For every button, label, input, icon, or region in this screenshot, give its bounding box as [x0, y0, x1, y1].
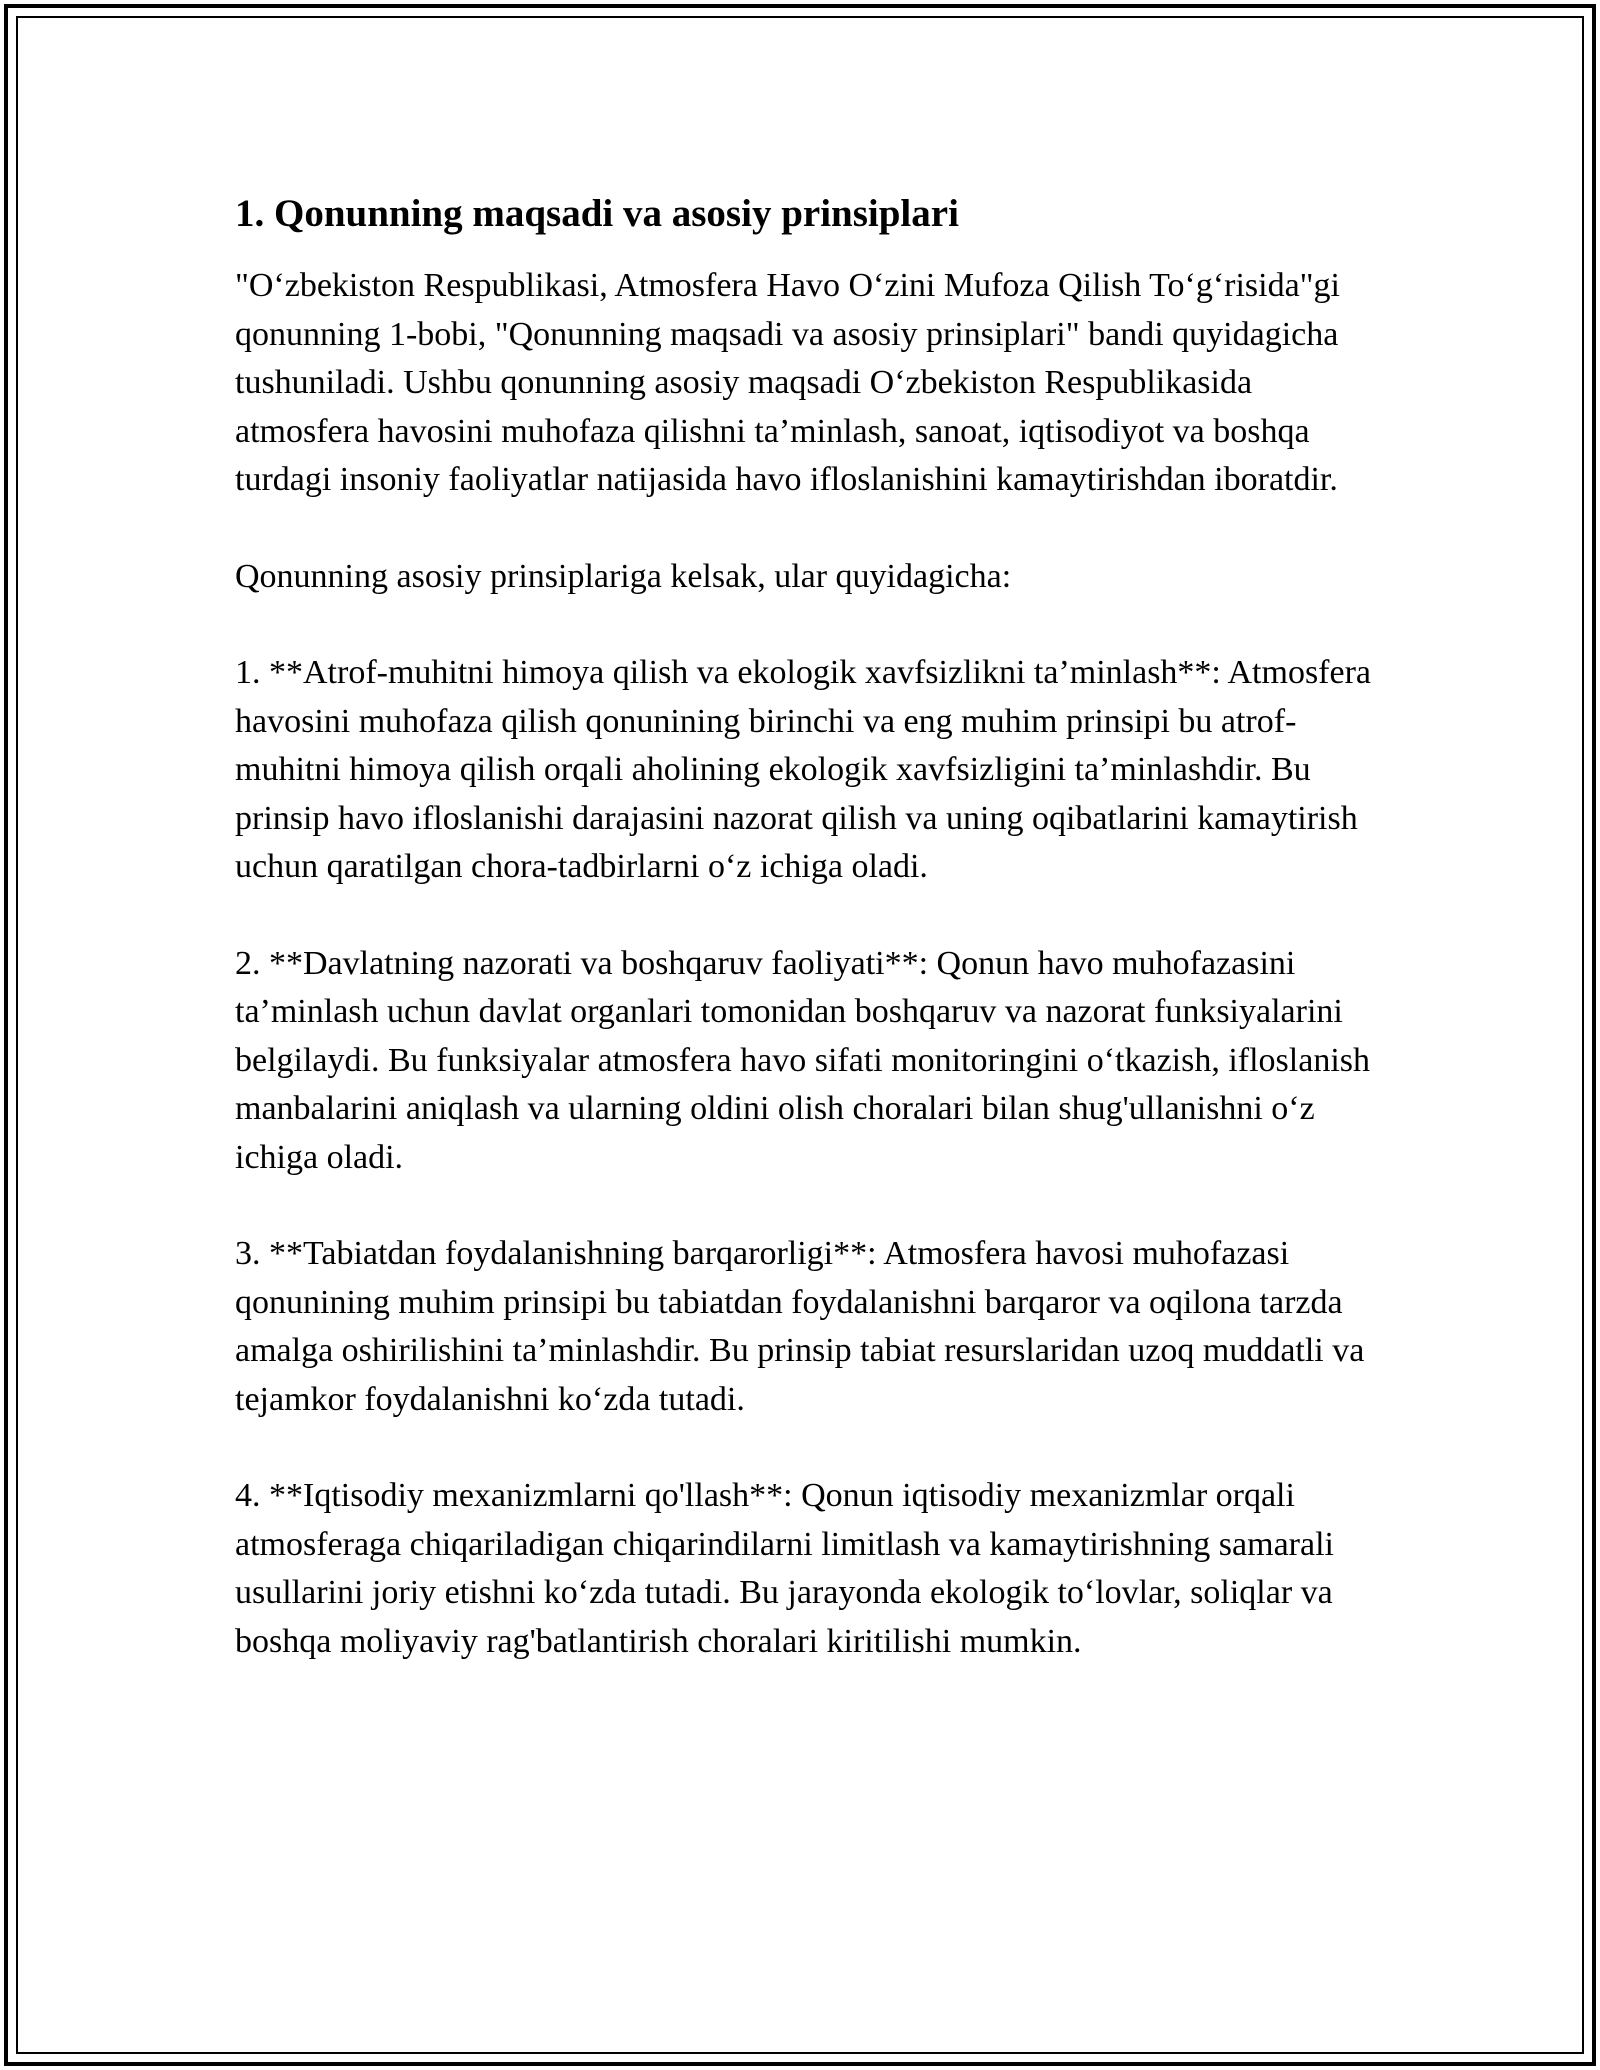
- principles-lead-paragraph: Qonunning asosiy prinsiplariga kelsak, ular quyidagicha:: [235, 557, 1012, 595]
- principle-4-paragraph: 4. **Iqtisodiy mexanizmlarni qo'llash**: Qonun iqtisodiy mexanizmlar orqali atmosferaga chiqariladigan chiqarindilarni limitlash va kamaytirishning samarali usullarini joriy etishni ko‘zda tutadi. Bu jarayonda ekologik to‘lovlar, soliqlar va boshqa moliyaviy rag'batlantirish choralari kiritilishi mumkin.: [235, 1477, 1334, 1660]
- principle-1-paragraph: 1. **Atrof-muhitni himoya qilish va ekologik xavfsizlikni ta’minlash**: Atmosfera havosini muhofaza qilish qonunining birinchi va eng muhim prinsipi bu atrof-muhitni himoya qilish orqali aholining ekologik xavfsizligini ta’minlashdir. Bu prinsip havo ifloslanishi darajasini nazorat qilish va uning oqibatlarini kamaytirish uchun qaratilgan chora-tadbirlarni o‘z ichiga oladi.: [235, 654, 1371, 885]
- document-body: [235, 186, 1375, 1714]
- principle-3-paragraph: 3. **Tabiatdan foydalanishning barqarorligi**: Atmosfera havosi muhofazasi qonunining muhim prinsipi bu tabiatdan foydalanishni barqaror va oqilona tarzda amalga oshirilishini ta’minlashdir. Bu prinsip tabiat resurslaridan uzoq muddatli va tejamkor foydalanishni ko‘zda tutadi.: [235, 1235, 1365, 1418]
- intro-paragraph: "O‘zbekiston Respublikasi, Atmosfera Havo O‘zini Mufoza Qilish To‘g‘risida"gi qonunning 1-bobi, "Qonunning maqsadi va asosiy prinsiplari" bandi quyidagicha tushuniladi. Ushbu qonunning asosiy maqsadi O‘zbekiston Respublikasida atmosfera havosini muhofaza qilishni ta’minlash, sanoat, iqtisodiyot va boshqa turdagi insoniy faoliyatlar natijasida havo ifloslanishini kamaytirishdan iboratdir.: [235, 267, 1340, 498]
- principle-2-paragraph: 2. **Davlatning nazorati va boshqaruv faoliyati**: Qonun havo muhofazasini ta’minlash uchun davlat organlari tomonidan boshqaruv va nazorat funksiyalarini belgilaydi. Bu funksiyalar atmosfera havo sifati monitoringini o‘tkazish, ifloslanish manbalarini aniqlash va ularning oldini olish choralari bilan shug'ullanishni o‘z ichiga oladi.: [235, 944, 1370, 1176]
- section-heading: 1. Qonunning maqsadi va asosiy prinsiplari: [235, 192, 959, 235]
